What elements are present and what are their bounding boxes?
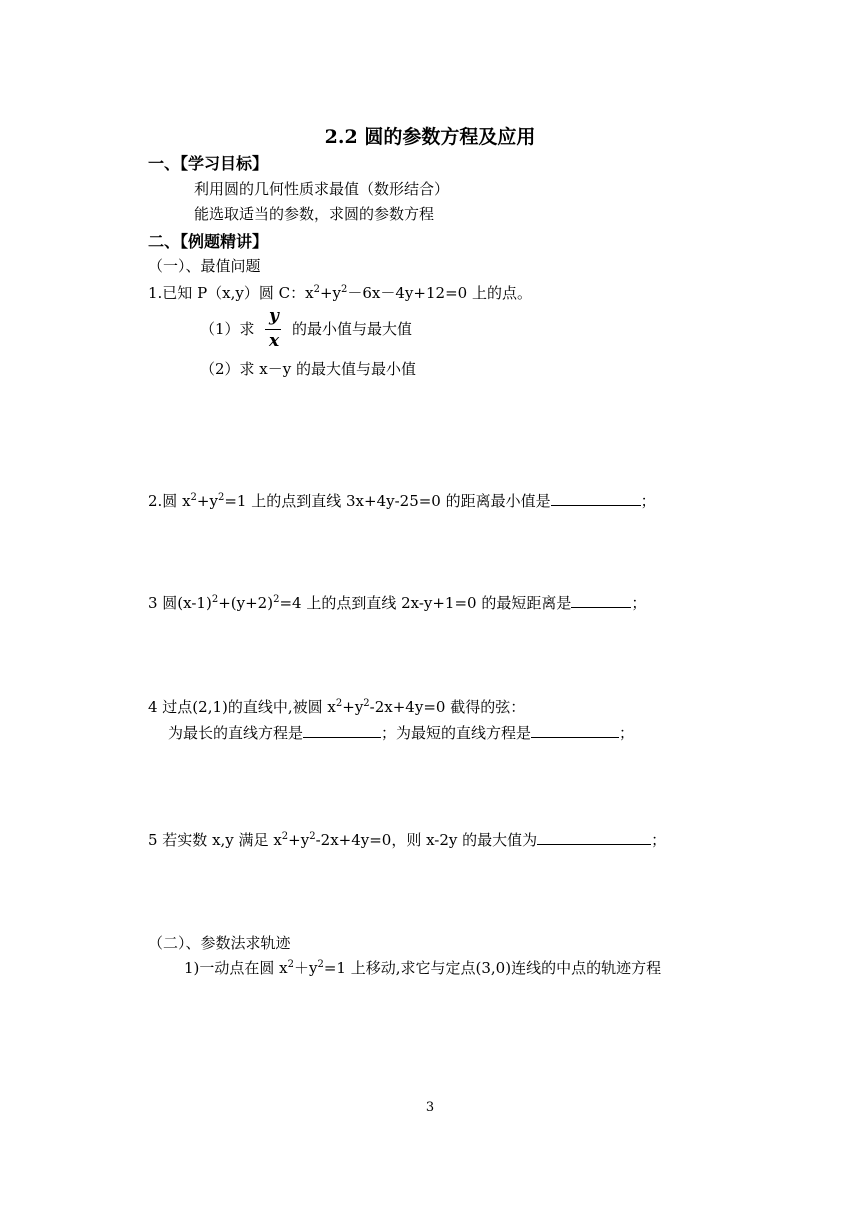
question-6: 1)一动点在圆 $x^2+y^2=1$ 上移动,求它与定点(3,0)连线的中点的轨迹方程 <box>184 959 662 977</box>
question-4-line-2: 为最长的直线方程是 ；为最短的直线方程是 ； <box>168 724 635 742</box>
goal-item-1: 利用圆的几何性质求最值（数形结合） <box>194 180 450 198</box>
section1-heading: 一、【学习目标】 <box>148 154 269 173</box>
question-2: 2.圆 $x^2+y^2=1$ 上的点到直线 3x+4y-25=0 的距离最小值是 ； <box>148 492 656 510</box>
answer-blank-shortest <box>531 723 619 738</box>
question-1-part-2: （2）求 x－y 的最大值与最小值 <box>200 360 417 378</box>
goal-item-2: 能选取适当的参数，求圆的参数方程 <box>194 205 435 223</box>
section2-heading: 二、【例题精讲】 <box>148 232 269 251</box>
fraction-denominator: x <box>269 331 280 351</box>
question-5: 5 若实数 x,y 满足 $x^2+y^2-2x+4y=0$，则 x-2y 的最大值为 ； <box>148 831 667 849</box>
page-title: 2.2 圆的参数方程及应用 <box>324 126 536 148</box>
page-number: 3 <box>425 1100 435 1115</box>
answer-blank <box>571 593 631 608</box>
answer-blank <box>537 830 651 845</box>
answer-blank-longest <box>303 723 381 738</box>
question-4: 4 过点(2,1)的直线中,被圆 $x^2+y^2-2x+4y=0$ 截得的弦： <box>148 698 526 716</box>
subsection-2-heading: （二）、参数法求轨迹 <box>148 934 291 952</box>
fraction-bar <box>265 329 281 330</box>
answer-blank <box>551 491 641 506</box>
subsection-1-heading: （一）、最值问题 <box>148 257 261 275</box>
question-1-part-1-suffix: 的最小值与最大值 <box>292 320 413 338</box>
question-1-stem: 1.已知 P（x,y）圆 C：$x^2+y^2-6x-4y+12=0$ 上的点。 <box>148 284 532 302</box>
question-3: 3 圆$(x-1)^2+(y+2)^2=4$ 上的点到直线 2x-y+1=0 的最短距离是 ； <box>148 594 647 612</box>
question-1-part-1-prefix: （1）求 <box>200 320 255 338</box>
fraction-numerator: y <box>269 306 279 326</box>
